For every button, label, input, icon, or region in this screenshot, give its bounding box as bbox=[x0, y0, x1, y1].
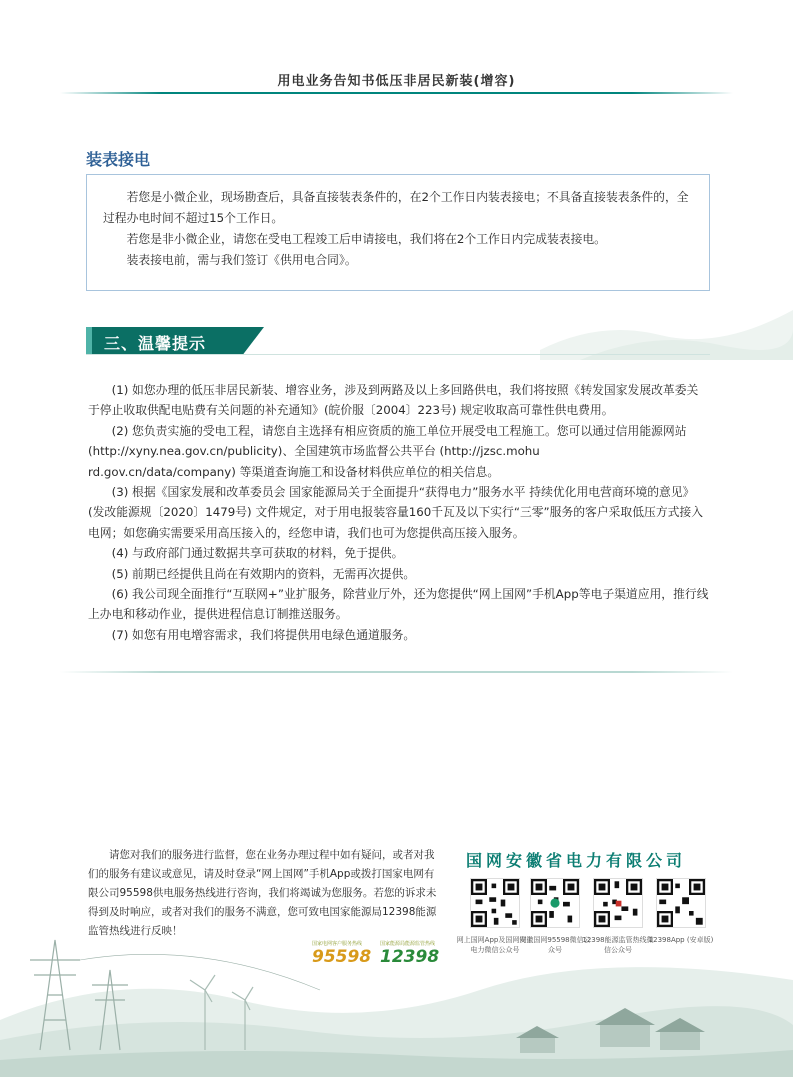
tips-banner bbox=[86, 327, 264, 355]
install-section-title: 装表接电 bbox=[86, 150, 151, 169]
tip-item: (3) 根据《国家发展和改革委员会 国家能源局关于全面提升“获得电力”服务水平 持续优化用电营商环境的意见》(发改能源规〔2020〕1479号) 文件规定，对于用电报装容量160千瓦及以下实行“三零”服务的客户采取低压方式接入电网；如您确实需要采用高压接入的，经您申请，我们也可为您提供高压接入服务。 bbox=[88, 485, 704, 540]
qr-code[interactable] bbox=[656, 878, 706, 928]
qr-label: 12398能源监管热线微信公众号 bbox=[582, 936, 654, 954]
bottom-rule bbox=[60, 671, 733, 673]
tips-rule bbox=[86, 354, 710, 355]
hotline-number: 12398 bbox=[380, 947, 440, 967]
tip-item-continuation: rd.gov.cn/data/company) 等渠道查询施工和设备材料供应单位的相关信息。 bbox=[88, 464, 500, 479]
tip-item: (6) 我公司现全面推行“互联网+”业扩服务，除营业厅外，还为您提供“网上国网”手机App等电子渠道应用，推行线上办电和移动作业，提供进程信息订制推送服务。 bbox=[88, 587, 709, 622]
qr-code[interactable] bbox=[593, 878, 643, 928]
header-title: 用电业务告知书低压非居民新装(增容) bbox=[277, 74, 516, 89]
tips-section-title: 三、温馨提示 bbox=[104, 334, 207, 353]
install-paragraph: 若您是非小微企业，请您在受电工程竣工后申请接电，我们将在2个工作日内完成装表接电。 bbox=[126, 232, 606, 246]
tip-item: (4) 与政府部门通过数据共享可获取的材料，免于提供。 bbox=[111, 546, 404, 561]
tips-body bbox=[88, 380, 710, 645]
tip-item: (5) 前期已经提供且尚在有效期内的资料，无需再次提供。 bbox=[111, 566, 416, 581]
qr-label: 网上国网95598微信公众号 bbox=[519, 936, 591, 954]
qr-code[interactable] bbox=[470, 878, 520, 928]
tip-item: (1) 如您办理的低压非居民新装、增容业务，涉及到两路及以上多回路供电，我们将按照《转发国家发展改革委关于停止收取供配电贴费有关问题的补充通知》(皖价服〔2004〕223号) 规定收取高可靠性供电费用。 bbox=[88, 383, 699, 418]
install-paragraph: 若您是小微企业，现场勘查后，具备直接装表条件的，在2个工作日内装表接电；不具备直接装表条件的，全过程办电时间不超过15个工作日。 bbox=[103, 190, 689, 225]
company-name: 国网安徽省电力有限公司 bbox=[466, 851, 687, 870]
footer-notice-text: 请您对我们的服务进行监督，您在业务办理过程中如有疑问，或者对我们的服务有建议或意见，请及时登录“网上国网”手机App或拨打国家电网有限公司95598供电服务热线进行咨询，我们将竭诚为您服务。若您的诉求未得到及时响应，或者对我们的服务不满意，您可致电国家能源局12398能源监管热线进行反映！ bbox=[88, 849, 437, 937]
hills-decoration bbox=[540, 290, 793, 360]
hotline-number: 95598 bbox=[312, 947, 372, 967]
footer-notice bbox=[88, 846, 440, 941]
hotline-95598 bbox=[312, 940, 371, 967]
header-rule bbox=[60, 92, 733, 94]
hotline-caption: 国家能源局能源监管热线 bbox=[380, 941, 436, 947]
hotline-caption: 国家电网客户服务热线 bbox=[312, 941, 363, 947]
qr-label: 12398App (安卓版) bbox=[648, 936, 714, 944]
qr-code[interactable] bbox=[530, 878, 580, 928]
tip-item: (7) 如您有用电增容需求，我们将提供用电绿色通道服务。 bbox=[111, 627, 416, 642]
install-notice-box bbox=[86, 174, 710, 291]
hotline-12398 bbox=[380, 940, 439, 967]
tip-item: (2) 您负责实施的受电工程，请您自主选择有相应资质的施工单位开展受电工程施工。您可以通过信用能源网站 (http://xyny.nea.gov.cn/publicity)、全国建筑市场监督公共平台 (http://jzsc.mohu bbox=[88, 423, 687, 459]
qr-label: 网上国网App及国网安徽电力微信公众号 bbox=[456, 936, 534, 954]
install-paragraph: 装表接电前，需与我们签订《供用电合同》。 bbox=[126, 253, 357, 267]
